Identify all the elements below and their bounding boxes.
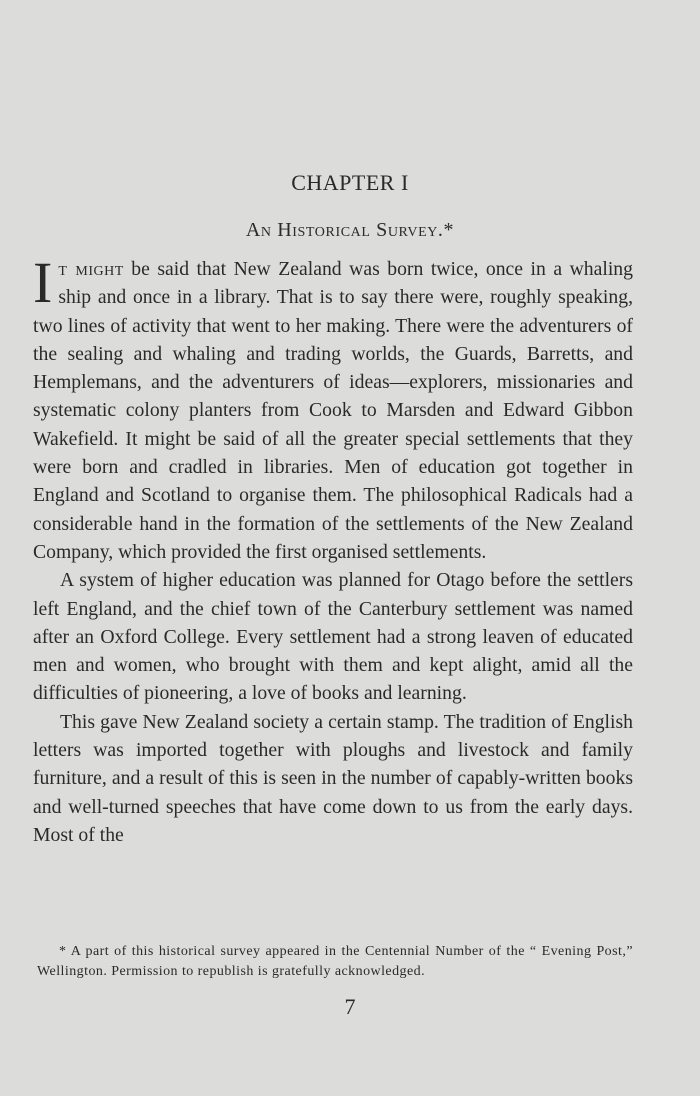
paragraph-3: This gave New Zealand society a certain stamp. The tradition of English letters was imported together with ploughs and livestock and family furniture, and a result of this is seen in the number of capably-written books and well-turned speeches that have come down to us from the early days. Most of the bbox=[33, 710, 633, 846]
body-text bbox=[33, 250, 633, 849]
chapter-subtitle: An Historical Survey.* bbox=[245, 219, 455, 241]
paragraph-1 bbox=[33, 250, 633, 566]
footnote: * A part of this historical survey appeared in the Centennial Number of the “ Evening Post,” Wellington. Permission to republish is gratefully acknowledged. bbox=[37, 944, 633, 979]
drop-cap: I bbox=[33, 250, 53, 315]
paragraph-1-text: be said that New Zealand was born twice, once in a whaling ship and once in a library. That is to say there were, roughly speaking, two lines of activity that went to her making. There were the adventurers of the sealing and whaling and trading worlds, the Guards, Barretts, and Hemplemans, and the adventurers of ideas—explorers, missionaries and systematic colony planters from Cook to Marsden and Edward Gibbon Wakefield. It might be said of all the greater special settlements that they were born and cradled in libraries. Men of education got together in England and Scotland to organise them. The philosophical Radicals had a considerable hand in the formation of the settlements of the New Zealand Company, which provided the first organised settlements. bbox=[33, 258, 633, 563]
lead-small-caps: t might bbox=[58, 258, 124, 280]
chapter-title: CHAPTER I bbox=[291, 170, 409, 195]
paragraph-2: A system of higher education was planned for Otago before the settlers left England, and the chief town of the Canterbury settlement was named after an Oxford College. Every settlement had a strong leaven of educated men and women, who brought with them and kept alight, amid all the difficulties of pioneering, a love of books and learning. bbox=[33, 569, 633, 705]
page-number: 7 bbox=[344, 994, 356, 1019]
